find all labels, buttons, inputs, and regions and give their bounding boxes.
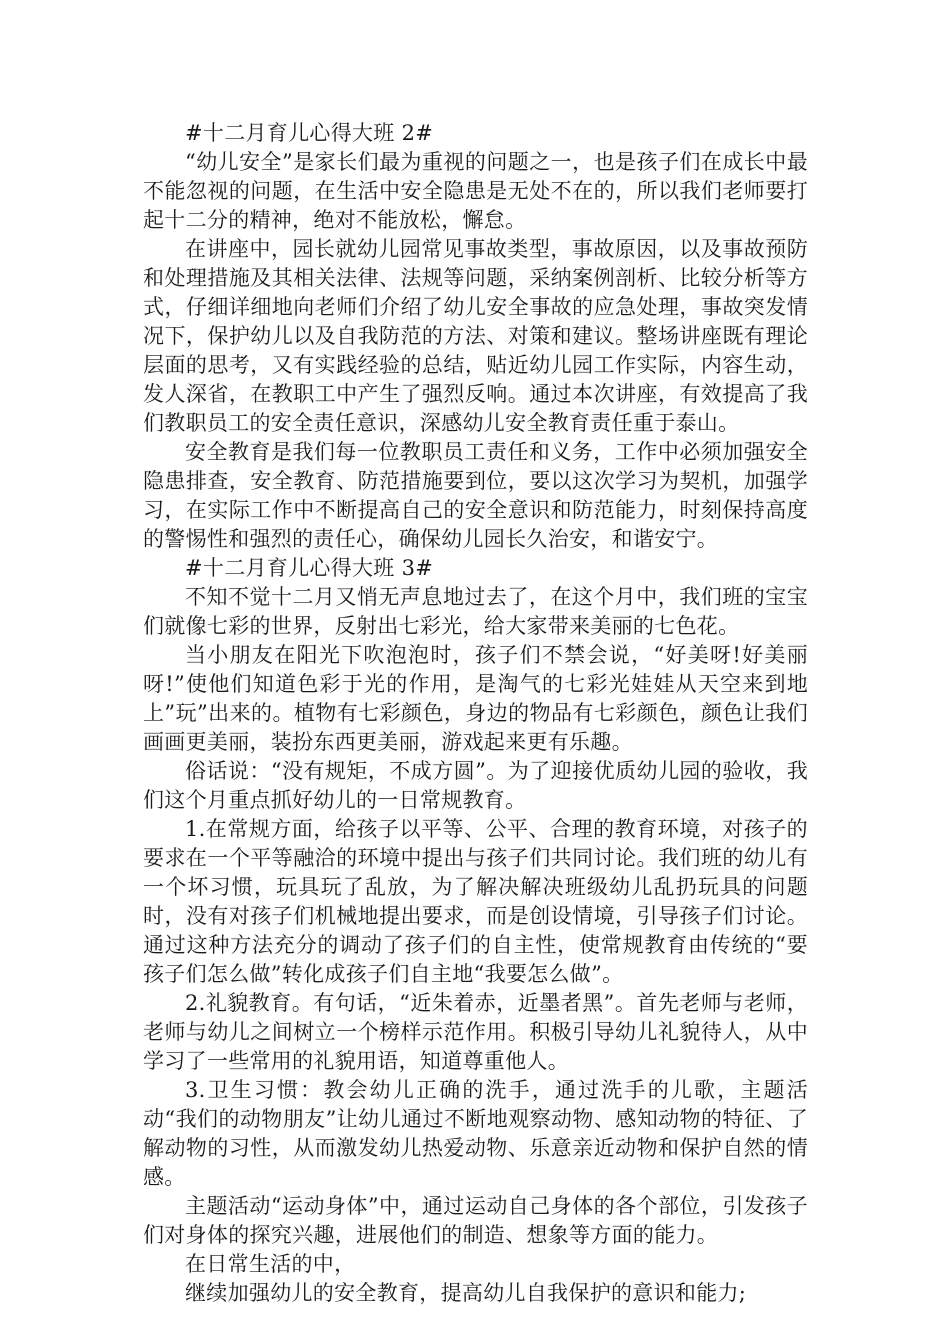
body-paragraph: 当小朋友在阳光下吹泡泡时，孩子们不禁会说，“好美呀!好美丽呀!”使他们知道色彩于光的作用，是淘气的七彩光娃娃从天空来到地上”玩”出来的。植物有七彩颜色，身边的物品有七彩颜色，颜色让我们画画更美丽，装扮东西更美丽，游戏起来更有乐趣。: [143, 643, 808, 754]
body-paragraph: 俗话说：“没有规矩，不成方圆”。为了迎接优质幼儿园的验收，我们这个月重点抓好幼儿的一日常规教育。: [143, 759, 808, 812]
body-paragraph: 主题活动“运动身体”中，通过运动自己身体的各个部位，引发孩子们对身体的探究兴趣，进展他们的制造、想象等方面的能力。: [143, 1194, 808, 1247]
body-paragraph: 不知不觉十二月又悄无声息地过去了，在这个月中，我们班的宝宝们就像七彩的世界，反射出七彩光，给大家带来美丽的七色花。: [143, 585, 808, 638]
body-paragraph: 1.在常规方面，给孩子以平等、公平、合理的教育环境，对孩子的要求在一个平等融洽的环境中提出与孩子们共同讨论。我们班的幼儿有一个坏习惯，玩具玩了乱放，为了解决解决班级幼儿乱扔玩具的问题时，没有对孩子们机械地提出要求，而是创设情境，引导孩子们讨论。通过这种方法充分的调动了孩子们的自主性，使常规教育由传统的“要孩子们怎么做”转化成孩子们自主地“我要怎么做”。: [143, 817, 808, 986]
body-paragraph: 2.礼貌教育。有句话，“近朱着赤，近墨者黑”。首先老师与老师，老师与幼儿之间树立一个榜样示范作用。积极引导幼儿礼貌待人，从中学习了一些常用的礼貌用语，知道尊重他人。: [143, 991, 808, 1073]
section-heading: #十二月育儿心得大班 2#: [185, 121, 434, 145]
body-paragraph: 3.卫生习惯：教会幼儿正确的洗手，通过洗手的儿歌，主题活动“我们的动物朋友”让幼儿通过不断地观察动物、感知动物的特征、了解动物的习性，从而激发幼儿热爱动物、乐意亲近动物和保护自然的情感。: [143, 1078, 808, 1189]
body-paragraph: “幼儿安全”是家长们最为重视的问题之一，也是孩子们在成长中最不能忽视的问题，在生活中安全隐患是无处不在的，所以我们老师要打起十二分的精神，绝对不能放松，懈怠。: [143, 150, 808, 232]
body-paragraph: 在讲座中，园长就幼儿园常见事故类型，事故原因，以及事故预防和处理措施及其相关法律、法规等问题，采纳案例剖析、比较分析等方式，仔细详细地向老师们介绍了幼儿安全事故的应急处理，事故突发情况下，保护幼儿以及自我防范的方法、对策和建议。整场讲座既有理论层面的思考，又有实践经验的总结，贴近幼儿园工作实际，内容生动，发人深省，在教职工中产生了强烈反响。通过本次讲座，有效提高了我们教职员工的安全责任意识，深感幼儿安全教育责任重于泰山。: [143, 237, 808, 435]
body-paragraph: 在日常生活的中，: [185, 1252, 356, 1276]
document-body: [143, 119, 808, 1308]
section-heading: #十二月育儿心得大班 3#: [185, 556, 434, 580]
body-paragraph: 安全教育是我们每一位教职员工责任和义务，工作中必须加强安全隐患排查，安全教育、防范措施要到位，要以这次学习为契机，加强学习，在实际工作中不断提高自己的安全意识和防范能力，时刻保持高度的警惕性和强烈的责任心，确保幼儿园长久治安，和谐安宁。: [143, 440, 808, 551]
body-paragraph: 继续加强幼儿的安全教育，提高幼儿自我保护的意识和能力;: [185, 1281, 747, 1305]
